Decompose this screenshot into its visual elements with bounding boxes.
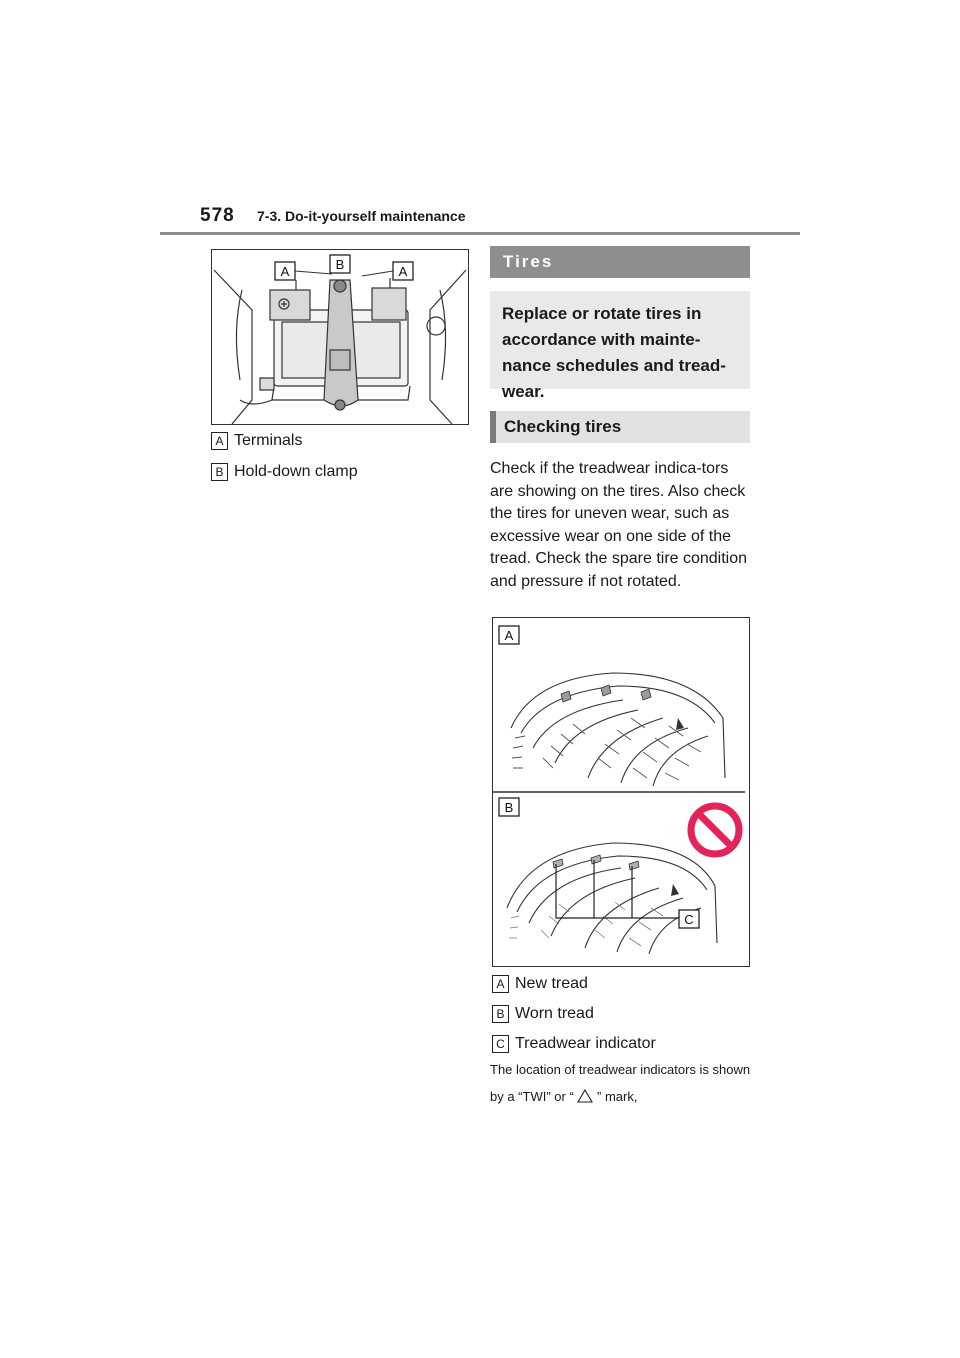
legend-item-treadwear-indicator xyxy=(492,1035,656,1053)
legend-text: Hold-down clamp xyxy=(234,463,358,480)
legend-item-new-tread xyxy=(492,975,588,993)
header-divider xyxy=(160,232,800,235)
legend-item-terminals xyxy=(211,432,302,450)
legend-text: Treadwear indicator xyxy=(515,1035,656,1052)
tire-callout-c: C xyxy=(684,912,694,927)
legend-badge: B xyxy=(211,463,228,481)
tires-heading: Tires xyxy=(490,246,750,278)
legend-text: Terminals xyxy=(234,432,303,449)
legend-item-worn-tread xyxy=(492,1005,594,1023)
legend-badge: A xyxy=(492,975,509,993)
tires-summary: Replace or rotate tires in accordance with mainte-nance schedules and tread-wear. xyxy=(490,291,750,389)
note-text-before: The location of treadwear indicators is shown by a “TWI” or “ xyxy=(490,1062,751,1104)
legend-text: New tread xyxy=(515,975,588,992)
legend-item-hold-down-clamp xyxy=(211,463,358,481)
triangle-mark-icon xyxy=(577,1089,593,1103)
section-title: 7-3. Do-it-yourself maintenance xyxy=(257,208,466,224)
tire-callout-a: A xyxy=(504,628,514,643)
prohibition-icon xyxy=(691,806,739,854)
checking-tires-body: Check if the treadwear indica-tors are showing on the tires. Also check the tires for uneven wear, such as excessive wear on one side of the tread. Check the spare tire condition and pressure if not rotated. xyxy=(490,460,748,590)
battery-illustration xyxy=(211,249,469,425)
treadwear-note xyxy=(490,1056,760,1110)
callout-b: B xyxy=(335,257,345,272)
callout-a-left: A xyxy=(280,264,290,279)
legend-badge: C xyxy=(492,1035,509,1053)
checking-tires-heading: Checking tires xyxy=(490,411,750,443)
tire-treadwear-illustration xyxy=(492,617,750,967)
tire-callout-b: B xyxy=(504,800,514,815)
legend-badge: A xyxy=(211,432,228,450)
legend-text: Worn tread xyxy=(515,1005,594,1022)
page-number: 578 xyxy=(200,205,235,226)
note-text-after: ” mark, xyxy=(597,1089,638,1104)
callout-a-right: A xyxy=(398,264,408,279)
legend-badge: B xyxy=(492,1005,509,1023)
